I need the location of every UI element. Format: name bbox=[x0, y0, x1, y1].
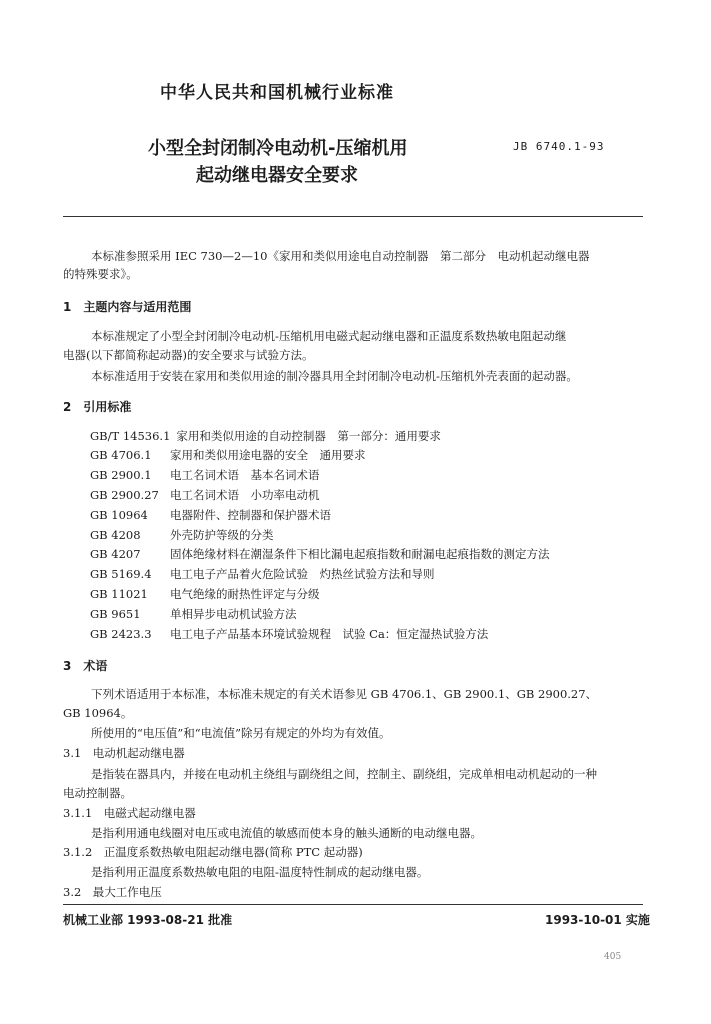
document-title-line1: 小型全封闭制冷电动机-压缩机用 bbox=[148, 138, 408, 159]
reference-item bbox=[90, 606, 297, 622]
reference-title: 电工名词术语 基本名词术语 bbox=[170, 468, 320, 482]
clause-3-1-line2: 电动控制器。 bbox=[63, 786, 132, 800]
reference-item bbox=[90, 487, 320, 503]
clause-3-1-2-text: 是指利用正温度系数热敏电阻的电阻-温度特性制成的起动继电器。 bbox=[91, 865, 429, 879]
reference-item bbox=[90, 566, 435, 582]
reference-code: GB 5169.4 bbox=[90, 567, 152, 581]
footer-divider bbox=[63, 904, 643, 905]
reference-item bbox=[90, 467, 320, 483]
reference-item bbox=[90, 507, 331, 523]
reference-item bbox=[90, 428, 441, 444]
reference-item bbox=[90, 626, 488, 642]
section3-p2: 所使用的“电压值”和“电流值”除另有规定的外均为有效值。 bbox=[91, 726, 391, 740]
reference-title: 电工电子产品基本环境试验规程 试验 Ca：恒定湿热试验方法 bbox=[170, 627, 489, 641]
standard-code: JB 6740.1-93 bbox=[513, 140, 605, 153]
reference-code: GB 4208 bbox=[90, 528, 141, 542]
header-divider bbox=[63, 216, 643, 217]
reference-code: GB/T 14536.1 bbox=[90, 429, 171, 443]
intro-line1: 本标准参照采用 IEC 730—2—10《家用和类似用途电自动控制器 第二部分 电动机起动继电器 bbox=[91, 249, 590, 263]
intro-line2: 的特殊要求》。 bbox=[63, 267, 138, 281]
reference-item bbox=[90, 586, 320, 602]
reference-title: 家用和类似用途的自动控制器 第一部分：通用要求 bbox=[176, 429, 441, 443]
section3-heading: 3 术语 bbox=[63, 659, 108, 673]
reference-code: GB 10964 bbox=[90, 508, 148, 522]
reference-title: 外壳防护等级的分类 bbox=[170, 528, 274, 542]
section1-p2: 本标准适用于安装在家用和类似用途的制冷器具用全封闭制冷电动机-压缩机外壳表面的起动器。 bbox=[91, 369, 578, 383]
reference-code: GB 4207 bbox=[90, 547, 141, 561]
section3-p1-line1: 下列术语适用于本标准，本标准未规定的有关术语参见 GB 4706.1、GB 2900.1、GB 2900.27、 bbox=[91, 687, 598, 701]
reference-item bbox=[90, 447, 366, 463]
clause-3-1-line1: 是指装在器具内，并接在电动机主绕组与副绕组之间，控制主、副绕组，完成单相电动机起动的一种 bbox=[91, 767, 597, 781]
clause-3-1-2-heading: 3.1.2 正温度系数热敏电阻起动继电器(简称 PTC 起动器) bbox=[63, 845, 363, 859]
effective-date: 1993-10-01 实施 bbox=[545, 913, 650, 927]
reference-code: GB 2900.1 bbox=[90, 468, 152, 482]
reference-code: GB 4706.1 bbox=[90, 448, 152, 462]
reference-title: 电工电子产品着火危险试验 灼热丝试验方法和导则 bbox=[170, 567, 435, 581]
reference-item bbox=[90, 527, 274, 543]
section1-heading: 1 主题内容与适用范围 bbox=[63, 300, 192, 314]
document-title-line2: 起动继电器安全要求 bbox=[196, 165, 358, 186]
standard-category: 中华人民共和国机械行业标准 bbox=[160, 83, 394, 103]
approval-date: 机械工业部 1993-08-21 批准 bbox=[63, 913, 233, 927]
reference-title: 电器附件、控制器和保护器术语 bbox=[170, 508, 331, 522]
section3-p1-line2: GB 10964。 bbox=[63, 706, 133, 720]
page-number: 405 bbox=[604, 952, 622, 962]
reference-code: GB 2423.3 bbox=[90, 627, 152, 641]
reference-title: 固体绝缘材料在潮湿条件下相比漏电起痕指数和耐漏电起痕指数的测定方法 bbox=[170, 547, 550, 561]
reference-title: 家用和类似用途电器的安全 通用要求 bbox=[170, 448, 366, 462]
section1-p1-line2: 电器(以下都简称起动器)的安全要求与试验方法。 bbox=[63, 348, 314, 362]
reference-code: GB 2900.27 bbox=[90, 488, 159, 502]
reference-title: 单相异步电动机试验方法 bbox=[170, 607, 297, 621]
reference-title: 电气绝缘的耐热性评定与分级 bbox=[170, 587, 320, 601]
clause-3-2-heading: 3.2 最大工作电压 bbox=[63, 885, 162, 899]
reference-item bbox=[90, 546, 550, 562]
clause-3-1-heading: 3.1 电动机起动继电器 bbox=[63, 746, 185, 760]
reference-code: GB 11021 bbox=[90, 587, 148, 601]
reference-title: 电工名词术语 小功率电动机 bbox=[170, 488, 320, 502]
clause-3-1-1-text: 是指利用通电线圈对电压或电流值的敏感而使本身的触头通断的电动继电器。 bbox=[91, 826, 482, 840]
reference-code: GB 9651 bbox=[90, 607, 141, 621]
section1-p1-line1: 本标准规定了小型全封闭制冷电动机-压缩机用电磁式起动继电器和正温度系数热敏电阻起动继 bbox=[91, 329, 567, 343]
clause-3-1-1-heading: 3.1.1 电磁式起动继电器 bbox=[63, 806, 196, 820]
section2-heading: 2 引用标准 bbox=[63, 400, 132, 414]
